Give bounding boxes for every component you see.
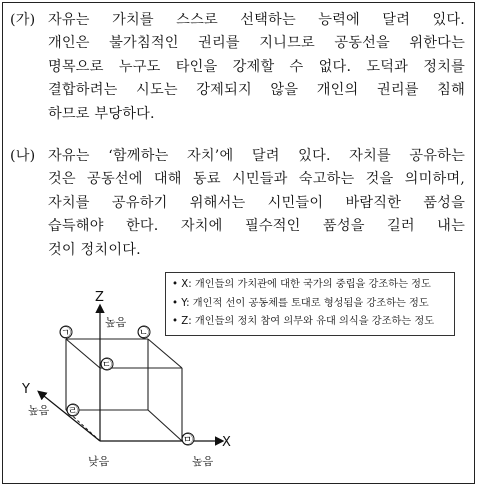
passage-a-line: 개인은 불가침적인 권리를 지니므로 공동선을 위한다는 [48, 35, 465, 52]
passage-a-line: 결합하려는 시도는 강제되지 않을 개인의 권리를 침해 [48, 82, 465, 99]
passage-b-line: 자유는 ‘함께하는 자치’에 달려 있다. 자치를 공유하는 [48, 148, 465, 164]
y-axis-label: Y [22, 382, 30, 397]
point-markers [60, 326, 194, 445]
passage-b-line: 자치를 공유하기 위해서는 시민들이 바람직한 품성을 [48, 194, 465, 211]
legend-z: • Z: 개인들의 정치 참여 의무와 유대 의식을 강조하는 정도 [172, 316, 435, 327]
point-e-label: ㉤ [182, 433, 193, 446]
x-high-label: 높음 [192, 455, 214, 468]
legend-y: • Y: 개인적 선이 공동체를 토대로 형성됨을 강조하는 정도 [172, 297, 429, 309]
passage-a-line: 하므로 부당하다. [48, 105, 155, 122]
z-axis-label: Z [95, 290, 104, 305]
point-c-label: ㉢ [101, 358, 112, 371]
passage-b-line: 것이 정치이다. [48, 241, 141, 258]
passage-a-tag: (가) [10, 12, 36, 28]
passage-b-tag: (나) [10, 148, 36, 164]
x-axis-label: X [222, 435, 231, 450]
passage-b-line: 습득해야 한다. 자치에 필수적인 품성을 길러 내는 [48, 218, 465, 235]
origin-low-label: 낮음 [88, 455, 110, 468]
z-high-label: 높음 [105, 316, 127, 329]
point-d-label: ㉣ [67, 404, 78, 417]
passage-a-line: 자유는 가치를 스스로 선택하는 능력에 달려 있다. [48, 12, 465, 28]
passage-b-line: 것은 공동선에 대해 동료 시민들과 숙고하는 것을 의미하며, [48, 171, 465, 188]
point-a-label: ㉠ [60, 326, 71, 339]
point-b-label: ㉡ [138, 326, 149, 339]
legend-x: • X: 개인들의 가치관에 대한 국가의 중립을 강조하는 정도 [172, 279, 431, 290]
passage-a-line: 명목으로 누구도 타인을 강제할 수 없다. 도덕과 정치를 [48, 58, 465, 75]
y-high-label: 높음 [28, 404, 50, 417]
